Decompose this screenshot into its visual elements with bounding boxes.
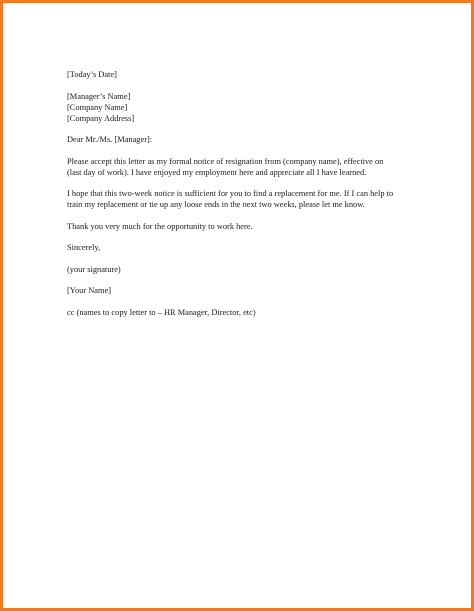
signature-block bbox=[67, 264, 427, 275]
signature-placeholder: (your signature) bbox=[67, 264, 121, 274]
cc-block bbox=[67, 307, 427, 318]
closing-block bbox=[67, 242, 427, 253]
paragraph-line: I hope that this two-week notice is sufficient for you to find a replacement for me. If I can help to bbox=[67, 189, 394, 198]
paragraph-line: Please accept this letter as my formal notice of resignation from (company name), effective on bbox=[67, 156, 384, 166]
paragraph-line: (last day of work). I have enjoyed my employment here and appreciate all I have learned. bbox=[67, 167, 367, 177]
cc-line: cc (names to copy letter to – HR Manager, Director, etc) bbox=[67, 307, 256, 317]
date-block bbox=[67, 69, 427, 80]
closing-line: Sincerely, bbox=[67, 243, 101, 252]
paragraph-line: train my replacement or tie up any loose ends in the next two weeks, please let me know. bbox=[67, 200, 365, 209]
your-name-line: [Your Name] bbox=[67, 286, 112, 295]
thank-you-line: Thank you very much for the opportunity to work here. bbox=[67, 221, 253, 231]
letter-body bbox=[67, 69, 427, 328]
paragraph-two-week-notice bbox=[67, 188, 427, 210]
paragraph-resignation-notice bbox=[67, 156, 427, 178]
paragraph-thank-you bbox=[67, 221, 427, 232]
recipient-address-block bbox=[67, 91, 427, 124]
company-name-line: [Company Name] bbox=[67, 102, 128, 112]
manager-name-line: [Manager’s Name] bbox=[67, 91, 131, 101]
name-block bbox=[67, 285, 427, 296]
company-address-line: [Company Address] bbox=[67, 113, 135, 123]
salutation-line: Dear Mr./Ms. [Manager]: bbox=[67, 135, 153, 144]
date-line: [Today’s Date] bbox=[67, 70, 117, 79]
salutation-block bbox=[67, 134, 427, 145]
